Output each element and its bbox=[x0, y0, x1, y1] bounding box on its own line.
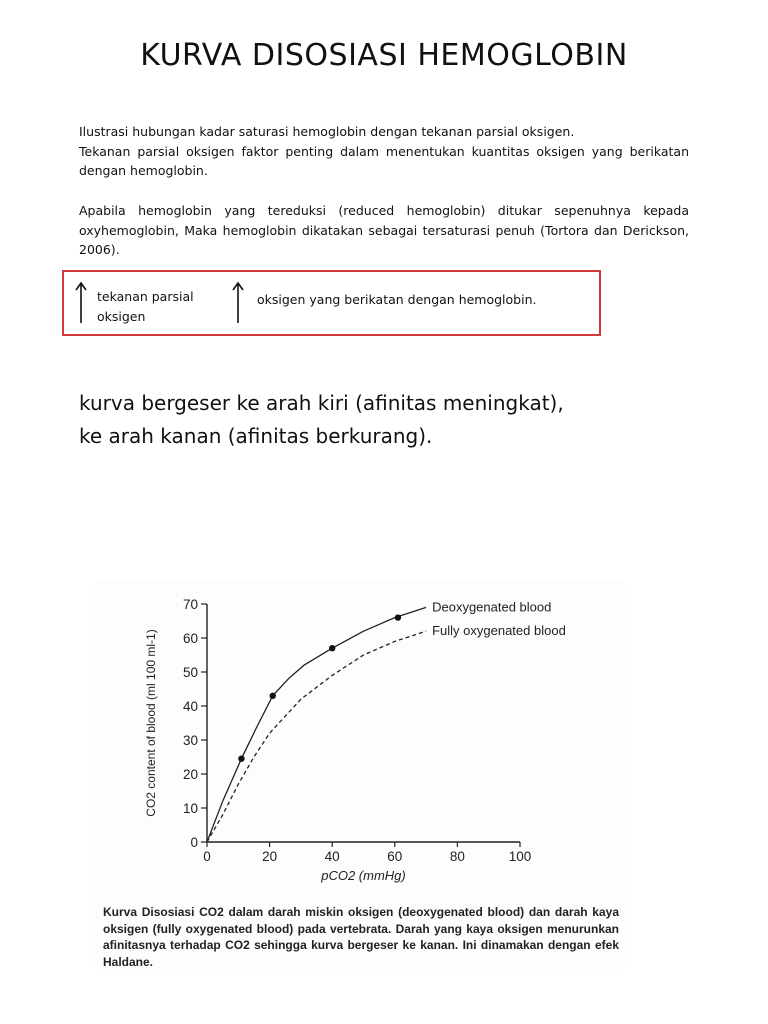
x-tick-label: 100 bbox=[508, 849, 532, 864]
y-tick-label: 40 bbox=[182, 699, 198, 714]
bound-oxygen-label: oksigen yang berikatan dengan hemoglobin. bbox=[257, 292, 537, 307]
y-tick-label: 30 bbox=[182, 733, 198, 748]
saturation-paragraph: Apabila hemoglobin yang tereduksi (reduced hemoglobin) ditukar sepenuhnya kepada oxyhemoglobin, Maka hemoglobin dikatakan sebagai tersaturasi penuh (Tortora dan Derickson, 2006). bbox=[79, 203, 689, 258]
data-point-marker bbox=[329, 645, 335, 651]
y-tick-label: 60 bbox=[182, 631, 198, 646]
page-title: KURVA DISOSIASI HEMOGLOBIN bbox=[140, 38, 628, 73]
data-point-marker bbox=[395, 614, 401, 620]
x-tick-label: 80 bbox=[449, 849, 465, 864]
intro-line: Tekanan parsial oksigen faktor penting dalam menentukan kuantitas oksigen yang berikatan dengan hemoglobin. bbox=[79, 143, 689, 179]
intro-paragraph bbox=[79, 122, 689, 181]
series-label: Deoxygenated blood bbox=[432, 599, 552, 615]
relationship-box bbox=[62, 270, 601, 336]
x-axis-label: pCO2 (mmHg) bbox=[321, 868, 406, 883]
shift-statement bbox=[79, 387, 564, 453]
oxygenated-curve bbox=[207, 631, 426, 842]
series-label: Fully oxygenated blood bbox=[432, 623, 566, 639]
shift-line: ke arah kanan (afinitas berkurang). bbox=[79, 424, 433, 448]
y-axis-label: CO2 content of blood (ml 100 ml-1) bbox=[144, 629, 158, 817]
y-tick-label: 20 bbox=[182, 767, 198, 782]
y-tick-label: 10 bbox=[182, 801, 198, 816]
x-tick-label: 20 bbox=[262, 849, 278, 864]
up-arrow-icon bbox=[231, 281, 245, 325]
shift-line: kurva bergeser ke arah kiri (afinitas meningkat), bbox=[79, 391, 564, 415]
figure-caption: Kurva Disosiasi CO2 dalam darah miskin oksigen (deoxygenated blood) dan darah kaya oksigen (fully oxygenated blood) pada vertebrata. Darah yang kaya oksigen menurunkan afinitasnya terhadap CO2 sehingga kurva bergeser ke kanan. Ini dinamakan dengan efek Haldane. bbox=[103, 905, 619, 969]
x-tick-label: 0 bbox=[203, 849, 211, 864]
y-tick-label: 70 bbox=[182, 597, 198, 612]
x-tick-label: 60 bbox=[387, 849, 403, 864]
y-tick-label: 50 bbox=[182, 665, 198, 680]
up-arrow-icon bbox=[74, 281, 88, 325]
x-tick-label: 40 bbox=[324, 849, 340, 864]
data-point-marker bbox=[238, 756, 244, 762]
intro-line: Ilustrasi hubungan kadar saturasi hemoglobin dengan tekanan parsial oksigen. bbox=[79, 124, 575, 139]
co2-dissociation-chart bbox=[95, 580, 625, 900]
data-point-marker bbox=[270, 693, 276, 699]
y-tick-label: 0 bbox=[190, 835, 198, 850]
pressure-label: tekanan parsial oksigen bbox=[97, 289, 194, 324]
